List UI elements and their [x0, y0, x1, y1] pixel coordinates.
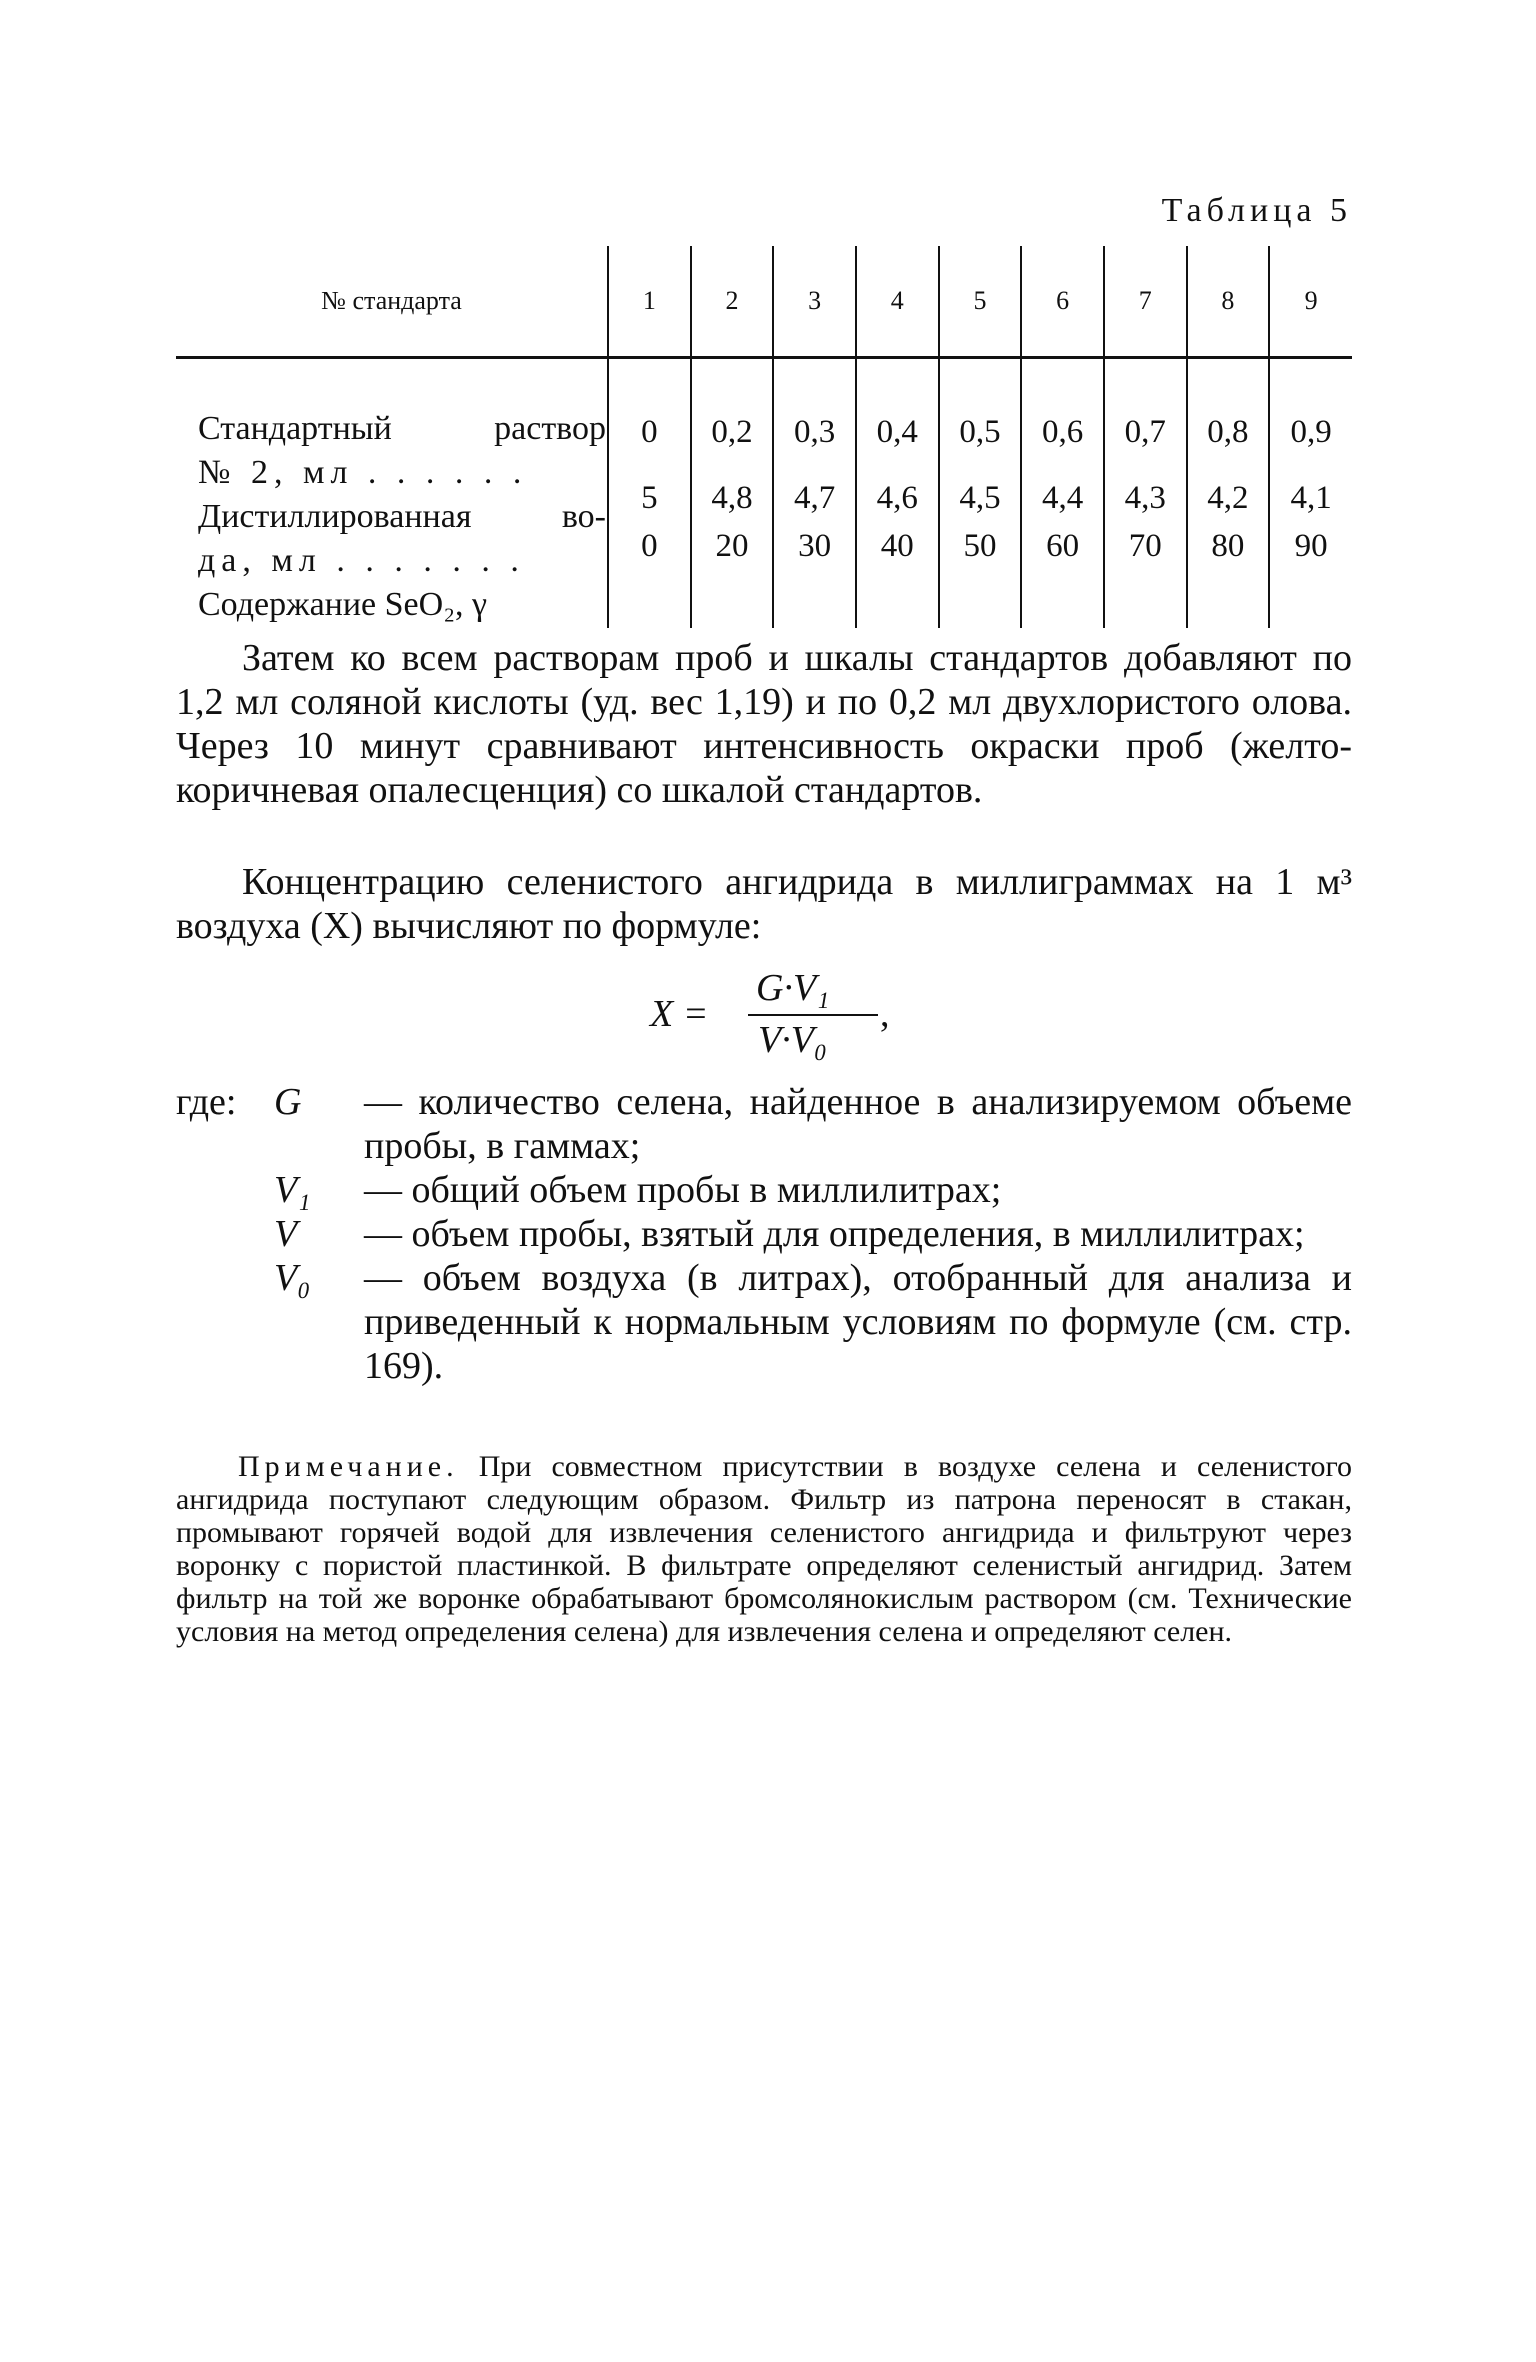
column-header: 7 — [1104, 246, 1187, 358]
table-header-row — [176, 246, 1352, 358]
row-label-2a: Дистиллированная во- — [198, 498, 606, 535]
paragraph-procedure-text: Затем ко всем растворам проб и шкалы стандартов добавляют по 1,2 мл соляной кислоты (уд. вес 1,19) и по 0,2 мл двухлористого олова. Через 10 минут сравнивают интенсивность окраски проб (желто-коричневая опалесценция) со шкалой стандартов. — [176, 637, 1352, 811]
paragraph-procedure — [176, 636, 1352, 812]
value-cell: 4,2 — [1207, 480, 1249, 516]
formula-denominator: V·V₀ — [758, 1019, 828, 1061]
value-cell: 90 — [1294, 528, 1328, 564]
value-cell: 0 — [641, 414, 658, 450]
value-column-2 — [691, 359, 774, 628]
value-cell: 0 — [641, 528, 658, 564]
value-cell: 30 — [798, 528, 832, 564]
value-column-1 — [608, 359, 691, 628]
value-column-4 — [856, 359, 939, 628]
definition-symbol: V₀ — [274, 1257, 311, 1299]
definition-text: — общий объем пробы в миллилитрах; — [364, 1169, 1002, 1211]
value-column-8 — [1187, 359, 1270, 628]
column-header: 3 — [773, 246, 856, 358]
header-label: № стандарта — [176, 246, 608, 358]
value-cell: 50 — [963, 528, 997, 564]
value-column-7 — [1104, 359, 1187, 628]
value-cell: 5 — [641, 480, 658, 516]
table-caption: Таблица 5 — [1161, 192, 1352, 229]
definition-row — [176, 1256, 1352, 1388]
row-labels — [176, 359, 608, 628]
column-header: 5 — [939, 246, 1022, 358]
value-cell: 80 — [1211, 528, 1245, 564]
note-block — [176, 1450, 1352, 1648]
standards-table — [176, 246, 1352, 628]
row-label-1a: Стандартный раствор — [198, 410, 606, 447]
value-column-9 — [1269, 359, 1352, 628]
column-header: 8 — [1187, 246, 1270, 358]
value-cell: 60 — [1046, 528, 1080, 564]
note-heading: Примечание. — [238, 1450, 459, 1483]
value-cell: 20 — [715, 528, 749, 564]
definitions-lead: где: — [176, 1081, 237, 1123]
value-cell: 0,5 — [959, 414, 1001, 450]
definition-row — [176, 1080, 1352, 1168]
definition-symbol: G — [274, 1081, 302, 1123]
note-text: При совместном присутствии в воздухе селена и селенистого ангидрида поступают следующим образом. Фильтр из патрона переносят в стакан, промывают горячей водой для извлечения селенистого ангидрида и фильтруют через воронку с пористой пластинкой. В фильтрате определяют селенистый ангидрид. Затем фильтр на той же воронке обрабатывают бромсолянокислым раствором (см. Технические условия на метод определения селена) для извлечения селена и определяют селен. — [176, 1450, 1352, 1648]
value-cell: 0,2 — [711, 414, 753, 450]
value-column-6 — [1021, 359, 1104, 628]
variable-definitions — [176, 1080, 1352, 1388]
column-header: 1 — [608, 246, 691, 358]
value-cell: 4,6 — [876, 480, 918, 516]
column-header: 4 — [856, 246, 939, 358]
value-cell: 4,8 — [711, 480, 753, 516]
formula-lhs: X = — [650, 993, 709, 1035]
column-header: 9 — [1269, 246, 1352, 358]
value-cell: 0,8 — [1207, 414, 1249, 450]
value-cell: 4,7 — [794, 480, 836, 516]
value-cell: 4,5 — [959, 480, 1001, 516]
formula-numerator: G·V₁ — [756, 967, 830, 1009]
row-label-2b: да, мл . . . . . . . — [198, 542, 525, 579]
row-label-3a: Содержание SeO₂, γ — [198, 586, 488, 623]
value-cell: 40 — [880, 528, 914, 564]
definition-text: — объем воздуха (в литрах), отобранный для анализа и приведенный к нормальным условиям по формуле (см. стр. 169). — [364, 1257, 1352, 1387]
value-cell: 0,3 — [794, 414, 836, 450]
definition-text: — количество селена, найденное в анализируемом объеме пробы, в гаммах; — [364, 1081, 1352, 1167]
row-label-1b: № 2, мл . . . . . . — [198, 454, 528, 491]
value-cell: 0,6 — [1041, 414, 1084, 450]
definition-text: — объем пробы, взятый для определения, в миллилитрах; — [364, 1213, 1305, 1255]
concentration-formula — [640, 966, 900, 1066]
value-cell: 70 — [1128, 528, 1162, 564]
column-header: 2 — [691, 246, 774, 358]
definition-row — [176, 1212, 1352, 1256]
column-header: 6 — [1021, 246, 1104, 358]
value-cell: 4,1 — [1290, 480, 1332, 516]
definition-row — [176, 1168, 1352, 1212]
value-cell: 0,9 — [1290, 414, 1332, 450]
value-cell: 4,4 — [1041, 480, 1084, 516]
definition-symbol: V — [274, 1213, 298, 1255]
paragraph-formula-intro — [176, 860, 1352, 948]
value-cell: 4,3 — [1124, 480, 1166, 516]
table-body-row — [176, 359, 1352, 628]
paragraph-formula-intro-text: Концентрацию селенистого ангидрида в миллиграммах на 1 м³ воздуха (X) вычисляют по формуле: — [176, 861, 1352, 947]
value-cell: 0,7 — [1124, 414, 1166, 450]
fraction-bar — [748, 1014, 878, 1016]
value-column-5 — [939, 359, 1022, 628]
value-column-3 — [773, 359, 856, 628]
formula-comma: , — [880, 993, 890, 1035]
value-cell: 0,4 — [876, 414, 918, 450]
definition-symbol: V₁ — [274, 1169, 311, 1211]
